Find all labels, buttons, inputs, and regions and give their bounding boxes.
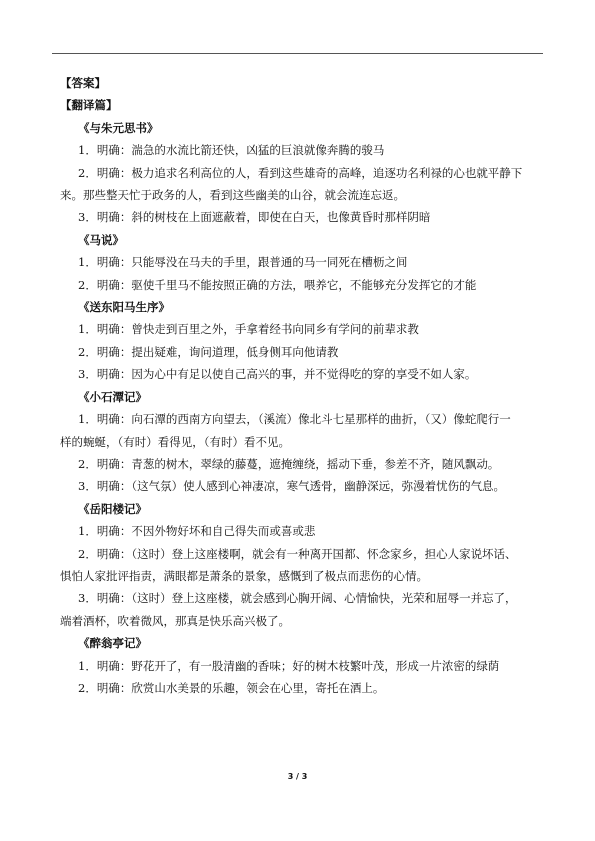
text-title: 《小石潭记》 — [78, 389, 147, 404]
answer-item: 1．明确：湍急的水流比箭还快，凶猛的巨浪就像奔腾的骏马 — [78, 143, 385, 158]
answer-content — [60, 72, 543, 699]
answer-item-continuation: 来。那些整天忙于政务的人，看到这些幽美的山谷，就会流连忘返。 — [60, 188, 405, 203]
answer-item: 2．明确：提出疑难，询问道理，低身侧耳向他请教 — [78, 344, 339, 359]
text-title: 《与朱元思书》 — [78, 120, 159, 135]
sections-container — [60, 117, 543, 700]
text-title: 《岳阳楼记》 — [78, 501, 147, 516]
answer-item: 2．明确：驱使千里马不能按照正确的方法，喂养它，不能够充分发挥它的才能 — [78, 277, 477, 292]
answer-item-continuation: 样的蜿蜒，（有时）看得见，（有时）看不见。 — [60, 434, 290, 449]
text-title: 《送东阳马生序》 — [78, 300, 170, 315]
answer-item-continuation: 端着酒杯，吹着微风，那真是快乐高兴极了。 — [60, 613, 290, 628]
answer-item-continuation: 惧怕人家批评指责，满眼都是萧条的景象，感慨到了极点而悲伤的心情。 — [60, 568, 428, 583]
answer-item: 1．明确：不因外物好坏和自己得失而或喜或悲 — [78, 524, 316, 539]
text-title: 《醉翁亭记》 — [78, 636, 147, 651]
answer-item: 1．明确：向石潭的西南方向望去，（溪流）像北斗七星那样的曲折，（又）像蛇爬行一 — [78, 412, 511, 427]
answer-item: 2．明确：极力追求名利高位的人，看到这些雄奇的高峰，追逐功名利禄的心也就平静下 — [78, 165, 523, 180]
text-title: 《马说》 — [78, 232, 124, 247]
answer-item: 2．明确：欣赏山水美景的乐趣，领会在心里，寄托在酒上。 — [78, 680, 385, 695]
header-rule — [52, 53, 543, 54]
answer-item: 2．明确：青葱的树木，翠绿的藤蔓，遮掩缠绕，摇动下垂，参差不齐，随风飘动。 — [78, 456, 500, 471]
answer-item: 3．明确：（这时）登上这座楼，就会感到心胸开阔、心情愉快，光荣和屈辱一并忘了， — [78, 591, 517, 606]
answer-item: 1．明确：只能辱没在马夫的手里，跟普通的马一同死在槽枥之间 — [78, 255, 408, 270]
answer-heading: 【答案】 — [60, 76, 106, 90]
answer-item: 1．明确：野花开了，有一股清幽的香味；好的树木枝繁叶茂，形成一片浓密的绿荫 — [78, 658, 500, 673]
answer-item: 1．明确：曾快走到百里之外，手拿着经书向同乡有学问的前辈求教 — [78, 322, 419, 337]
answer-item: 3．明确：因为心中有足以使自己高兴的事，并不觉得吃的穿的享受不如人家。 — [78, 367, 477, 382]
translation-section-heading: 【翻译篇】 — [60, 98, 118, 113]
page-number: 3 / 3 — [287, 772, 308, 781]
answer-item: 3．明确：（这气氛）使人感到心神凄凉，寒气透骨，幽静深远，弥漫着忧伤的气息。 — [78, 479, 506, 494]
answer-item: 3．明确：斜的树枝在上面遮蔽着，即使在白天，也像黄昏时那样阴暗 — [78, 210, 431, 225]
answer-item: 2．明确：（这时）登上这座楼啊，就会有一种离开国都、怀念家乡，担心人家说坏话、 — [78, 546, 517, 561]
